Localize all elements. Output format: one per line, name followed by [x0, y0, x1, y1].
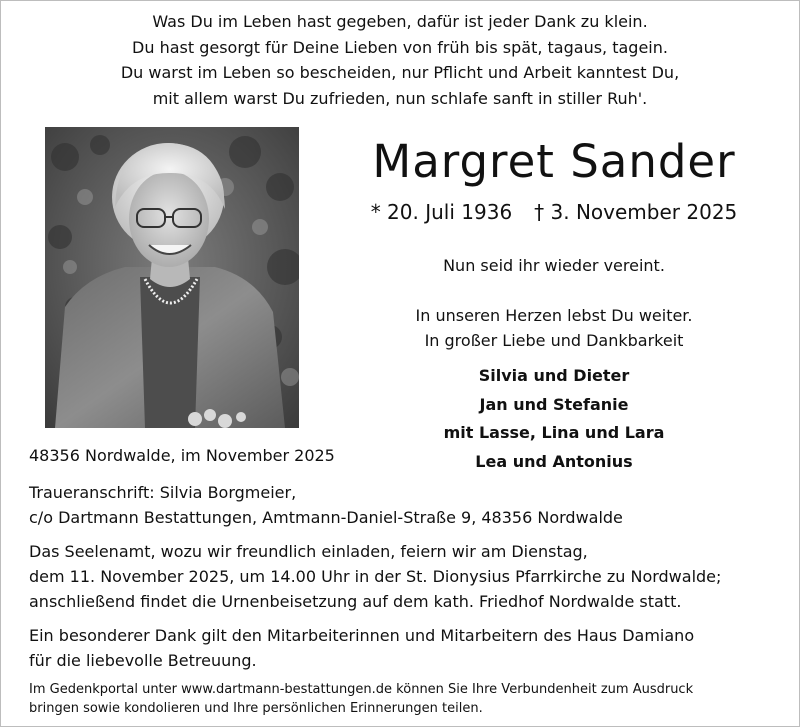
mourner-name: Silvia und Dieter — [478, 366, 630, 385]
service-line: dem 11. November 2025, um 14.00 Uhr in der St. Dionysius Pfarrkirche zu Nordwalde; — [29, 567, 722, 586]
portal-line: Im Gedenkportal unter www.dartmann-bestattungen.de können Sie Ihre Verbundenheit zum Ausdruck — [29, 682, 694, 697]
mourner-name: Lea und Antonius — [475, 451, 633, 471]
thanks-line: Ein besonderer Dank gilt den Mitarbeiterinnen und Mitarbeitern des Haus Damiano — [29, 626, 695, 645]
portal-line: bringen sowie kondolieren und Ihre persönlichen Erinnerungen teilen. — [29, 701, 483, 716]
address-line: Traueranschrift: Silvia Borgmeier, — [29, 483, 297, 502]
death-date: † 3. November 2025 — [534, 200, 738, 224]
mourner-name: mit Lasse, Lina und Lara — [443, 423, 665, 442]
poem-line: mit allem warst Du zufrieden, nun schlafe sanft in stiller Ruh'. — [152, 88, 648, 108]
mourning-address — [29, 480, 623, 530]
poem-line: Du warst im Leben so bescheiden, nur Pflicht und Arbeit kanntest Du, — [120, 63, 680, 82]
poem-line: Du hast gesorgt für Deine Lieben von früh bis spät, tagaus, tagein. — [132, 37, 668, 57]
portrait-photo — [45, 127, 299, 428]
service-line: anschließend findet die Urnenbeisetzung auf dem kath. Friedhof Nordwalde statt. — [29, 592, 682, 611]
memorial-poem — [1, 9, 799, 111]
dedication — [326, 303, 782, 353]
memorial-portal-note — [29, 680, 693, 718]
thanks-line: für die liebevolle Betreuung. — [29, 651, 257, 670]
dedication-line: In unseren Herzen lebst Du weiter. — [415, 306, 693, 325]
life-dates — [326, 199, 782, 225]
birth-date: * 20. Juli 1936 — [370, 200, 513, 224]
address-line: c/o Dartmann Bestattungen, Amtmann-Daniel-Straße 9, 48356 Nordwalde — [29, 508, 623, 527]
place-and-date: 48356 Nordwalde, im November 2025 — [29, 446, 335, 465]
dedication-line: In großer Liebe und Dankbarkeit — [424, 331, 684, 350]
reunited-text: Nun seid ihr wieder vereint. — [443, 256, 665, 275]
deceased-name: Margret Sander — [372, 135, 736, 188]
mourners-list — [326, 362, 782, 476]
service-info — [29, 539, 721, 614]
poem-line: Was Du im Leben hast gegeben, dafür ist jeder Dank zu klein. — [152, 12, 648, 31]
special-thanks — [29, 623, 694, 673]
service-line: Das Seelenamt, wozu wir freundlich einladen, feiern wir am Dienstag, — [29, 542, 588, 561]
mourner-name: Jan und Stefanie — [479, 394, 629, 414]
